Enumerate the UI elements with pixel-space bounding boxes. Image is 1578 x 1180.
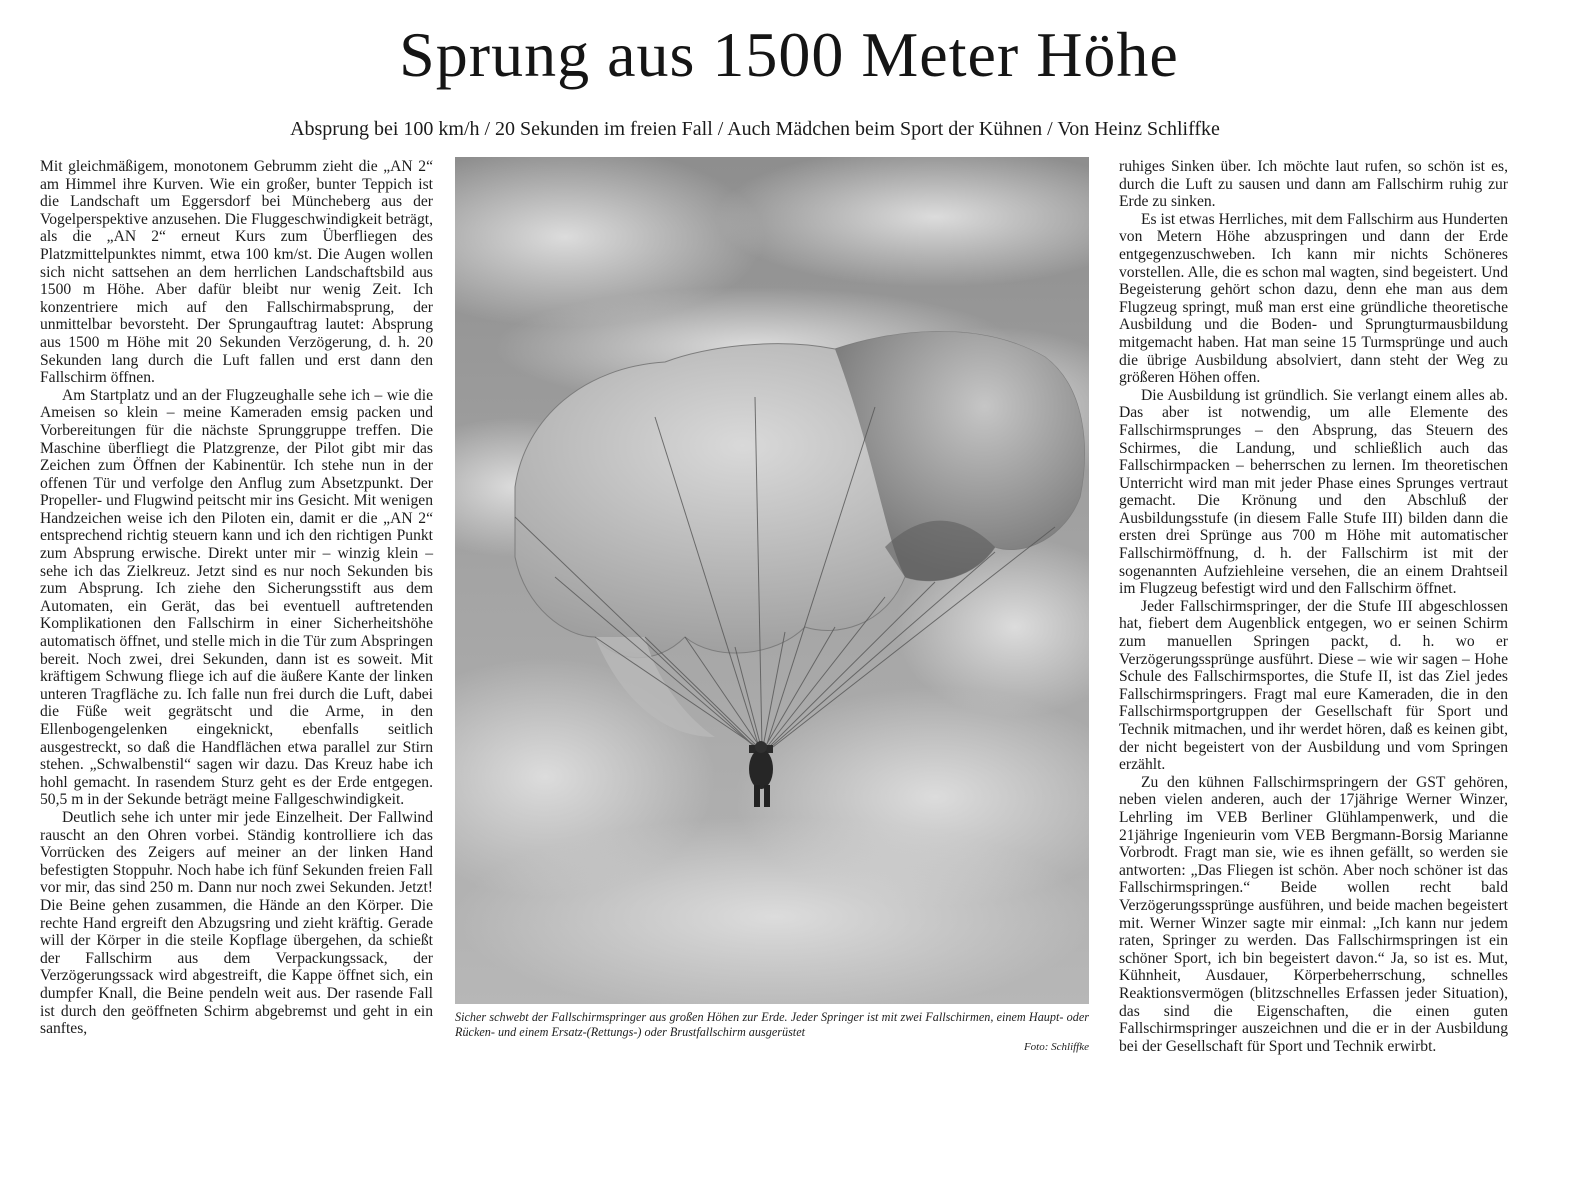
right-paragraph: ruhiges Sinken über. Ich möchte laut rufen, so schön ist es, durch die Luft zu sausen und dann am Fallschirm ruhig zur Erde zu sinken.: [1119, 158, 1508, 211]
parachute-photo: [455, 157, 1089, 1004]
right-text-column: [1119, 158, 1508, 1055]
left-paragraph: Am Startplatz und an der Flugzeughalle sehe ich – wie die Ameisen so klein – meine Kameraden emsig packen und Vorbereitungen für die nächste Sprunggruppe treffen. Die Maschine überfliegt die Platzgrenze, der Pilot gibt mir das Zeichen zum Öffnen der Kabinentür. Ich stehe nun in der offenen Tür und verfolge den Anflug zum Absetzpunkt. Der Propeller- und Flugwind peitscht mir ins Gesicht. Mit wenigen Handzeichen weise ich den Piloten ein, damit er die „AN 2“ entsprechend richtig steuern kann und ich den richtigen Punkt zum Absprung erwische. Direkt unter mir – winzig klein – sehe ich das Zielkreuz. Jetzt sind es nur noch Sekunden bis zum Absprung. Ich ziehe den Sicherungsstift aus dem Automaten, ein Gerät, das bei eventuell auftretenden Komplikationen den Fallschirm in einer Sicherheitshöhe automatisch öffnet, und stelle mich in die Tür zum Abspringen bereit. Noch zwei, drei Sekunden, dann ist es soweit. Mit kräftigem Schwung fliege ich auf die äußere Kante der linken unteren Tragfläche zu. Ich falle nun frei durch die Luft, dabei die Füße weit gegrätscht und die Arme, in den Ellenbogengelenken eingeknickt, ebenfalls seitlich ausgestreckt, so daß die Handflächen etwa parallel zur Stirn stehen. „Schwalbenstil“ sagen wir dazu. Das Kreuz habe ich hohl gemacht. In rasendem Sturz geht es der Erde entgegen. 50,5 m in der Sekunde beträgt meine Fallgeschwindigkeit.: [40, 386, 433, 809]
article-subtitle: Absprung bei 100 km/h / 20 Sekunden im freien Fall / Auch Mädchen beim Sport der Kühnen / Von Heinz Schliffke: [290, 118, 1220, 140]
photo-caption-text: Sicher schwebt der Fallschirmspringer aus großen Höhen zur Erde. Jeder Springer ist mit zwei Fallschirmen, einem Haupt- oder Rücken- und einem Ersatz-(Rettungs-) oder Brustfallschirm ausgerüstet: [455, 1010, 1089, 1039]
left-text-column: [40, 158, 433, 1038]
photo-caption: [455, 1010, 1089, 1055]
parachute-photo-image: [455, 157, 1089, 1004]
right-paragraph: Zu den kühnen Fallschirmspringern der GST gehören, neben vielen anderen, auch der 17jährige Werner Winzer, Lehrling im VEB Berliner Glühlampenwerk, und die 21jährige Ingenieurin vom VEB Bergmann-Borsig Marianne Vorbrodt. Fragt man sie, wie es ihnen gefällt, so werden sie antworten: „Das Fliegen ist schön. Aber noch schöner ist das Fallschirmspringen.“ Beide wollen recht bald Verzögerungssprünge ausführen, und beide machen begeistert mit. Werner Winzer sagte mir einmal: „Ich kann nur jedem raten, Springer zu werden. Das Fallschirmspringen ist ein schöner Sport, ich bin begeistert davon.“ Ja, so ist es. Mut, Kühnheit, Ausdauer, Körperbeherrschung, schnelles Reaktionsvermögen (blitzschnelles Erfassen jeder Situation), das sind die Eigenschaften, die einen guten Fallschirmspringer auszeichnen und die er in der Ausbildung bei der Gesellschaft für Sport und Technik erwirbt.: [1119, 773, 1508, 1055]
right-paragraph: Die Ausbildung ist gründlich. Sie verlangt einem alles ab. Das aber ist notwendig, um alle Elemente des Fallschirmsprunges – den Absprung, das Steuern des Schirmes, die Landung, und schließlich auch das Fallschirmpacken – beherrschen zu lernen. Im theoretischen Unterricht wird man mit jeder Phase eines Sprunges vertraut gemacht. Die Krönung und den Abschluß der Ausbildungsstufe (in diesem Falle Stufe III) bilden dann die ersten drei Sprünge aus 700 m Höhe mit automatischer Fallschirmöffnung, d. h. der Fallschirm ist mit der sogenannten Aufziehleine versehen, die an einem Drahtseil im Flugzeug befestigt wird und den Fallschirm öffnet.: [1119, 386, 1508, 598]
photo-credit: Foto: Schliffke: [1023, 1041, 1089, 1053]
left-paragraph: Deutlich sehe ich unter mir jede Einzelheit. Der Fallwind rauscht an den Ohren vorbei. Ständig kontrolliere ich das Vorrücken des Zeigers auf meiner an der linken Hand befestigten Stoppuhr. Noch habe ich fünf Sekunden freien Fall vor mir, das sind 250 m. Dann nur noch zwei Sekunden. Jetzt! Die Beine gehen zusammen, die Hände an den Körper. Die rechte Hand ergreift den Abzugsring und zieht kräftig. Gerade will der Körper in die steile Kopflage übergehen, da schießt der Fallschirm aus dem Verpackungssack, der Verzögerungssack wird abgestreift, die Kappe öffnet sich, ein dumpfer Knall, die Beine pendeln weit aus. Der rasende Fall ist durch den geöffneten Schirm abgebremst und geht in ein sanftes,: [40, 808, 433, 1038]
right-paragraph: Jeder Fallschirmspringer, der die Stufe III abgeschlossen hat, fiebert dem Augenblick entgegen, wo er seinen Schirm zum manuellen Springen packt, d. h. wo er Verzögerungssprünge ausführt. Diese – wie wir sagen – Hohe Schule des Fallschirmsportes, die Stufe II, ist das Ziel jedes Fallschirmspringers. Fragt mal eure Kameraden, die in den Fallschirmsportgruppen der Gesellschaft für Sport und Technik mitmachen, und ihr werdet hören, daß es keinen gibt, der nicht begeistert von der Ausbildung und vom Springen erzählt.: [1119, 597, 1508, 774]
article-headline: Sprung aus 1500 Meter Höhe: [399, 19, 1179, 90]
right-paragraph: Es ist etwas Herrliches, mit dem Fallschirm aus Hunderten von Metern Höhe abzuspringen und dann der Erde entgegenzuschweben. Ich kann mir nichts Schöneres vorstellen. Alle, die es schon mal wagten, sind begeistert. Und Begeisterung gehört schon dazu, denn ehe man aus dem Flugzeug springt, muß man erst eine gründliche theoretische Ausbildung und die Boden- und Sprungturmausbildung mitgemacht haben. Hat man seine 15 Turmsprünge und auch die übrige Ausbildung absolviert, dann steht der Weg zu größeren Höhen offen.: [1119, 210, 1508, 387]
left-paragraph: Mit gleichmäßigem, monotonem Gebrumm zieht die „AN 2“ am Himmel ihre Kurven. Wie ein großer, bunter Teppich ist die Landschaft um Eggersdorf bei Müncheberg aus der Vogelperspektive anzusehen. Die Fluggeschwindigkeit beträgt, als die „AN 2“ erneut Kurs zum Überfliegen des Platzmittelpunktes nimmt, etwa 100 km/st. Die Augen wollen sich nicht sattsehen an dem herrlichen Landschaftsbild aus 1500 m Höhe. Aber dafür bleibt nur wenig Zeit. Ich konzentriere mich auf den Fallschirmabsprung, der unmittelbar bevorsteht. Der Sprungauftrag lautet: Absprung aus 1500 m Höhe mit 20 Sekunden Verzögerung, d. h. 20 Sekunden lang durch die Luft fallen und erst dann den Fallschirm öffnen.: [40, 158, 433, 387]
